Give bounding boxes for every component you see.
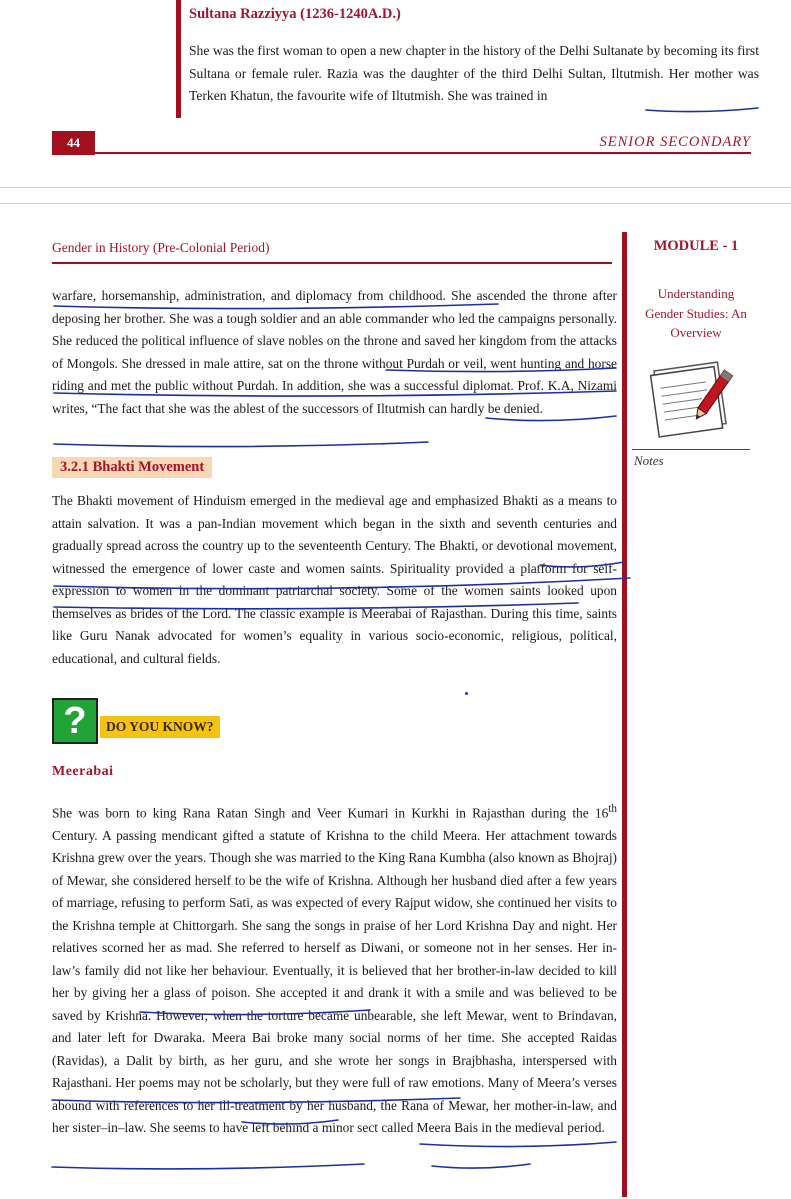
subheading-bhakti: 3.2.1 Bhakti Movement [52, 457, 212, 478]
do-you-know-label: DO YOU KNOW? [100, 716, 220, 738]
underline-stroke [646, 108, 758, 112]
module-label: MODULE - 1 [653, 238, 739, 254]
running-head: Gender in History (Pre-Colonial Period) [52, 240, 270, 255]
top-margin-bar [176, 0, 181, 118]
question-mark-icon: ? [52, 698, 98, 744]
sidebar-divider [622, 232, 627, 1197]
paragraph-razia-continued: warfare, horsemanship, administration, and diplomacy from childhood. She ascended the throne after deposing her brother. She was a tough soldier and an able commander who led the campaigns personally. She reduced the political influence of slave nobles on the throne and saved her kingdom from the attacks of Mongols. She dressed in male attire, sat on the throne without Purdah or veil, went hunting and horse riding and met the public without Purdah. In addition, she was a successful diplomat. Prof. K.A, Nizami writes, “The fact that she was the ablest of the successors of Iltutmish can hardly be denied. [52, 288, 617, 416]
footer-rule [95, 152, 751, 154]
underline-stroke [54, 442, 428, 447]
paragraph-meerabai [52, 798, 617, 1140]
page-break-bottom [0, 203, 791, 204]
sidebar-subtitle: Understanding Gender Studies: An Overview [645, 286, 747, 340]
top-paragraph-text: She was the first woman to open a new chapter in the history of the Delhi Sultanate by becoming its first Sultana or female ruler. Razia was the daughter of the third Delhi Sultan, Iltutmish. Her mother was Terken Khatun, the favourite wife of Iltutmish. She was trained in [189, 43, 759, 103]
meerabai-text-start: She was born to king Rana Ratan Singh and Veer Kumari in Kurkhi in Rajasthan during the 16 [52, 805, 609, 821]
ordinal-suffix: th [608, 803, 617, 815]
page-break-top [0, 187, 791, 188]
top-paragraph [189, 40, 759, 108]
notes-rule [632, 449, 750, 450]
underline-stroke [52, 1164, 364, 1169]
page-number: 44 [52, 131, 95, 155]
footer-text: SENIOR SECONDARY [599, 134, 751, 150]
meerabai-text-rest: Century. A passing mendicant gifted a statute of Krishna to the child Meera. Her attachment towards Krishna grew over the years. Though she was married to the King Rana Kumbha (also known as Bhojraj) of Mewar, she considered herself to be the wife of Krishna. Although her husband died after a few years of marriage, refusing to perform Sati, as was expected of every Rajput widow, she continued her visits to the Krishna temple at Chittorgarh. She sang the songs in praise of her Lord Krishna Day and night. Her relatives scorned her as mad. She referred to herself as Diwani, or someone not in her senses. Her in-law’s family did not like her behaviour. Eventually, it is believed that her brother-in-law decided to kill her by giving her a glass of poison. She accepted it and drank it with a smile and was believed to be saved by Krishna. However, when the torture became unbearable, she left Mewar, went to Brindavan, and later left for Dwaraka. Meera Bai broke many social norms of her time. She accepted Raidas (Ravidas), a Dalit by birth, as her guru, and she wrote her songs in Brajbhasha, interspersed with Rajasthani. Her poems may not be scholarly, but they were full of raw emotions. Many of Meera’s verses abound with references to her ill-treatment by her husband, the Rana of Mewar, her mother-in-law, and her sister–in–law. She seems to have left behind a minor sect called Meera Bais in the medieval period. [52, 827, 617, 1136]
meerabai-heading: Meerabai [52, 764, 114, 779]
running-head-rule [52, 262, 612, 264]
notebook-pencil-icon [646, 356, 738, 438]
notes-label: Notes [634, 453, 664, 468]
underline-stroke [420, 1142, 616, 1147]
paragraph-bhakti: The Bhakti movement of Hinduism emerged in the medieval age and emphasized Bhakti as a means to attain salvation. It was a pan-Indian movement which began in the sixth and seventh centuries and gradually spread across the country up to the seventeenth Century. The Bhakti, or devotional movement, witnessed the emergence of lower caste and women saints. Spirituality provided a platform for self-expression to women in the dominant patriarchal society. Some of the women saints looked upon themselves as brides of the Lord. The classic example is Meerabai of Rajasthan. During this time, saints like Guru Nanak advocated for women’s equality in various socio-economic, religious, political, educational, and cultural fields. [52, 493, 617, 666]
ink-dot [465, 692, 468, 695]
underline-stroke [432, 1164, 530, 1168]
section-heading-razziyya: Sultana Razziyya (1236-1240A.D.) [189, 6, 401, 22]
